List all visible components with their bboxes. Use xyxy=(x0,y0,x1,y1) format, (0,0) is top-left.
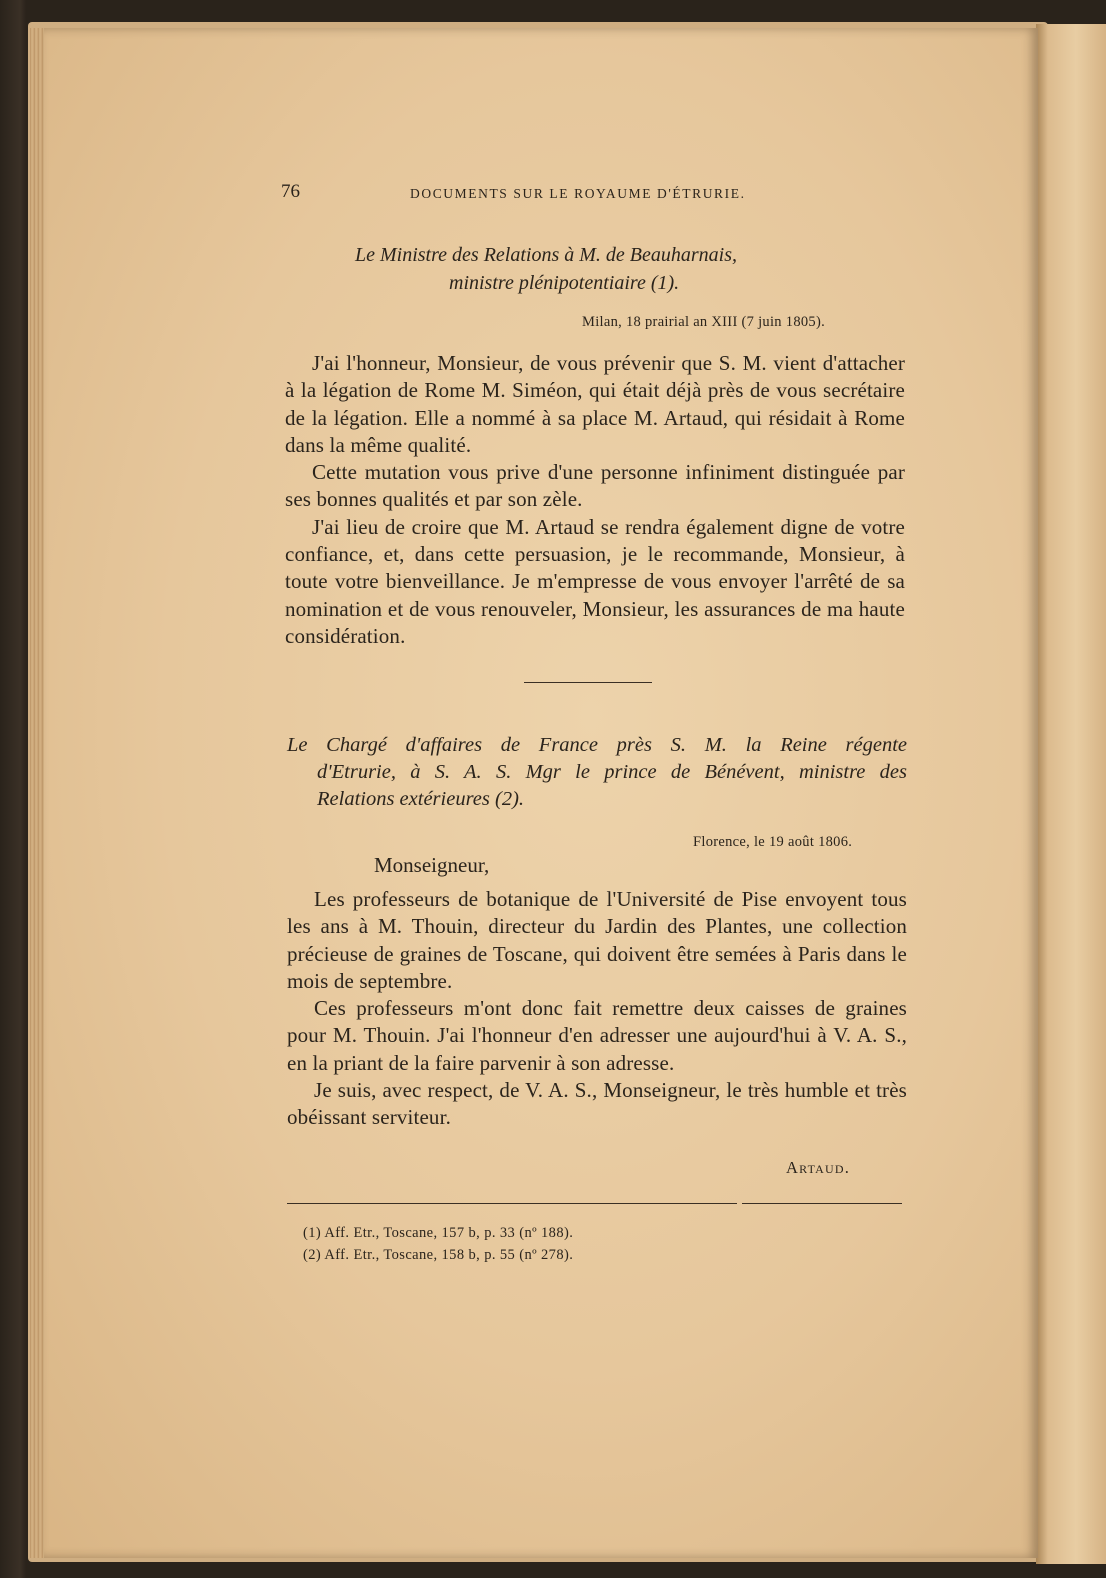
letter2-salutation: Monseigneur, xyxy=(374,853,490,877)
letter1-paragraph-1: J'ai l'honneur, Monsieur, de vous prévenir que S. M. vient d'attacher à la légation de Rome M. Siméon, qui était déjà près de vous secrétaire de la légation. Elle a nommé à sa place M. Artaud, qui résidait à Rome dans la même qualité. xyxy=(285,351,905,457)
letter1-paragraph-2: Cette mutation vous prive d'une personne infiniment distinguée par ses bonnes qualités et par son zèle. xyxy=(285,460,905,512)
letter2-paragraph-3: Je suis, avec respect, de V. A. S., Monseigneur, le très humble et très obéissant serviteur. xyxy=(287,1078,907,1130)
letter2-body xyxy=(287,886,907,1132)
letter2-paragraph-1: Les professeurs de botanique de l'Université de Pise envoyent tous les ans à M. Thouin, directeur du Jardin des Plantes, une collection précieuse de graines de Toscane, qui doivent être semées à Paris dans le mois de septembre. xyxy=(287,887,907,993)
footnote-rule xyxy=(287,1203,737,1204)
letter1-paragraph-3: J'ai lieu de croire que M. Artaud se rendra également digne de votre confiance, et, dans cette persuasion, je le recommande, Monsieur, à toute votre bienveillance. Je m'empresse de vous envoyer l'arrêté de sa nomination et de vous renouveler, Monsieur, les assurances de ma haute considération. xyxy=(285,514,905,648)
letter1-caption-line1: Le Ministre des Relations à M. de Beauharnais, xyxy=(355,244,737,266)
running-head: DOCUMENTS SUR LE ROYAUME D'ÉTRURIE. xyxy=(410,186,746,201)
letter2-paragraph-2: Ces professeurs m'ont donc fait remettre deux caisses de graines pour M. Thouin. J'ai l'honneur d'en adresser une aujourd'hui à V. A. S., en la priant de la faire parvenir à son adresse. xyxy=(287,996,907,1075)
letter1-body xyxy=(285,350,905,650)
footnote-rule-right xyxy=(742,1203,902,1204)
section-divider xyxy=(524,682,652,683)
letter2-caption xyxy=(287,732,907,814)
page-number: 76 xyxy=(281,181,300,202)
letter2-caption-line1: Le Chargé d'affaires de France près S. M. la Reine régente xyxy=(287,734,907,756)
footnote-1: (1) Aff. Etr., Toscane, 157 b, p. 33 (nº 188). xyxy=(303,1225,574,1241)
signature: Artaud. xyxy=(786,1158,851,1177)
letter2-caption-line3: Relations extérieures (2). xyxy=(317,788,525,811)
letter1-dateline: Milan, 18 prairial an XIII (7 juin 1805). xyxy=(582,314,826,330)
letter2-caption-line2: d'Etrurie, à S. A. S. Mgr le prince de Bénévent, ministre des xyxy=(317,761,907,784)
footnote-2: (2) Aff. Etr., Toscane, 158 b, p. 55 (nº 278). xyxy=(303,1247,574,1263)
letter2-dateline: Florence, le 19 août 1806. xyxy=(693,834,853,850)
footnotes xyxy=(303,1222,573,1266)
letter1-caption-line2: ministre plénipotentiaire (1). xyxy=(449,272,680,294)
